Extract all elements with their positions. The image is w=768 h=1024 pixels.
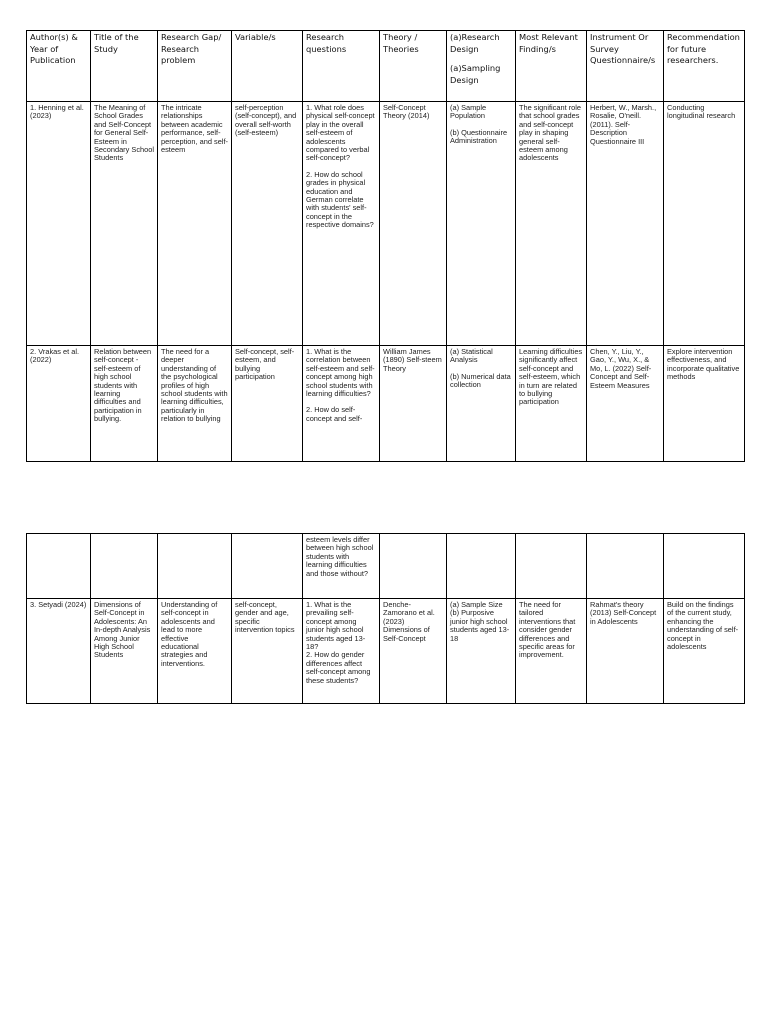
table-row [27, 346, 745, 462]
cell-research-gap: The need for a deeper understanding of the psychological profiles of high school students with learning difficulties, particularly in relation to bullying [158, 346, 232, 462]
cell-theory: Self-Concept Theory (2014) [380, 102, 447, 346]
header-research-design: (a)Research Design [450, 32, 500, 54]
header-theory: Theory / Theories [380, 31, 447, 102]
header-sampling-design: (a)Sampling Design [450, 63, 501, 85]
cell-empty [232, 534, 303, 599]
cell-research-gap: Understanding of self-concept in adolescents and lead to more effective educational strategies and interventions. [158, 599, 232, 704]
cell-design [447, 599, 516, 704]
cell-author: 2. Vrakas et al. (2022) [27, 346, 91, 462]
cell-title: The Meaning of School Grades and Self-Concept for General Self-Esteem in Secondary School Students [91, 102, 158, 346]
cell-finding: Learning difficulties significantly affect self-concept and self-esteem, which in turn are related to bullying participation [516, 346, 587, 462]
cell-research-questions [303, 599, 380, 704]
cell-design [447, 346, 516, 462]
cell-empty [380, 534, 447, 599]
header-variables: Variable/s [232, 31, 303, 102]
cell-instrument: Chen, Y., Liu, Y., Gao, Y., Wu, X., & Mo, L. (2022) Self-Concept and Self-Esteem Measures [587, 346, 664, 462]
header-design [447, 31, 516, 102]
cell-empty [516, 534, 587, 599]
cell-variables: Self-concept, self-esteem, and bullying participation [232, 346, 303, 462]
design-b: (b) Numerical data collection [450, 371, 511, 390]
literature-review-table-part-2 [26, 533, 745, 704]
header-research-gap: Research Gap/ Research problem [158, 31, 232, 102]
cell-research-gap: The intricate relationships between academic performance, self-perception, and self-esteem [158, 102, 232, 346]
cell-empty [158, 534, 232, 599]
design-a: (a) Sample Size [450, 600, 503, 609]
design-a: (a) Sample Population [450, 103, 487, 121]
cell-author: 3. Setyadi (2024) [27, 599, 91, 704]
header-author: Author(s) & Year of Publication [27, 31, 91, 102]
cell-title: Relation between self-concept - self-esteem of high school students with learning difficulties and participation in bullying. [91, 346, 158, 462]
cell-theory: Denche-Zamorano et al. (2023) Dimensions of Self-Concept [380, 599, 447, 704]
research-question-2: 2. How do gender differences affect self-concept among these students? [306, 650, 371, 685]
cell-research-questions [303, 102, 380, 346]
cell-variables: self-concept, gender and age, specific intervention topics [232, 599, 303, 704]
cell-empty [91, 534, 158, 599]
cell-theory: William James (1890) Self-steem Theory [380, 346, 447, 462]
cell-recommendation: Explore intervention effectiveness, and incorporate qualitative methods [664, 346, 745, 462]
cell-research-questions [303, 346, 380, 462]
spacer [450, 55, 512, 63]
table-row-continued [27, 534, 745, 599]
design-b: (b) Questionnaire Administration [450, 127, 508, 146]
header-finding: Most Relevant Finding/s [516, 31, 587, 102]
cell-design [447, 102, 516, 346]
cell-recommendation: Conducting longitudinal research [664, 102, 745, 346]
cell-title: Dimensions of Self-Concept in Adolescents: An In-depth Analysis Among Junior High School Students [91, 599, 158, 704]
cell-empty [664, 534, 745, 599]
cell-instrument: Rahmat's theory (2013) Self-Concept in Adolescents [587, 599, 664, 704]
design-b: (b) Purposive junior high school students aged 13-18 [450, 608, 510, 643]
research-question-2: 2. How do school grades in physical education and German correlate with students' self-concept in the respective domains? [306, 169, 374, 230]
research-question-1: 1. What role does physical self-concept play in the overall self-esteem of adolescents compared to verbal self-concept? [306, 103, 375, 163]
header-title: Title of the Study [91, 31, 158, 102]
header-row [27, 31, 745, 102]
cell-finding: The need for tailored interventions that consider gender differences and specific areas for improvement. [516, 599, 587, 704]
research-question-1: 1. What is the prevailing self-concept among junior high school students aged 13-18? [306, 600, 366, 652]
table-row [27, 599, 745, 704]
design-a: (a) Statistical Analysis [450, 347, 493, 365]
cell-recommendation: Build on the findings of the current study, enhancing the understanding of self-concept in adolescents [664, 599, 745, 704]
header-recommendation: Recommendation for future researchers. [664, 31, 745, 102]
cell-variables: self-perception (self-concept), and overall self-worth (self-esteem) [232, 102, 303, 346]
research-question-2: 2. How do self-concept and self- [306, 405, 363, 423]
header-instrument: Instrument Or Survey Questionnaire/s [587, 31, 664, 102]
cell-author: 1. Henning et al. (2023) [27, 102, 91, 346]
literature-review-table-part-1 [26, 30, 745, 462]
header-research-questions: Research questions [303, 31, 380, 102]
cell-instrument: Herbert, W., Marsh., Rosalie, O'neill. (2011). Self-Description Questionnaire III [587, 102, 664, 346]
cell-empty [587, 534, 664, 599]
research-question-1: 1. What is the correlation between self-esteem and self-concept among high school students with learning difficulties? [306, 347, 375, 399]
cell-finding: The significant role that school grades and self-concept play in shaping general self-esteem among adolescents [516, 102, 587, 346]
cell-empty [27, 534, 91, 599]
table-row [27, 102, 745, 346]
cell-research-questions-continued: esteem levels differ between high school students with learning difficulties and those without? [303, 534, 380, 599]
cell-empty [447, 534, 516, 599]
